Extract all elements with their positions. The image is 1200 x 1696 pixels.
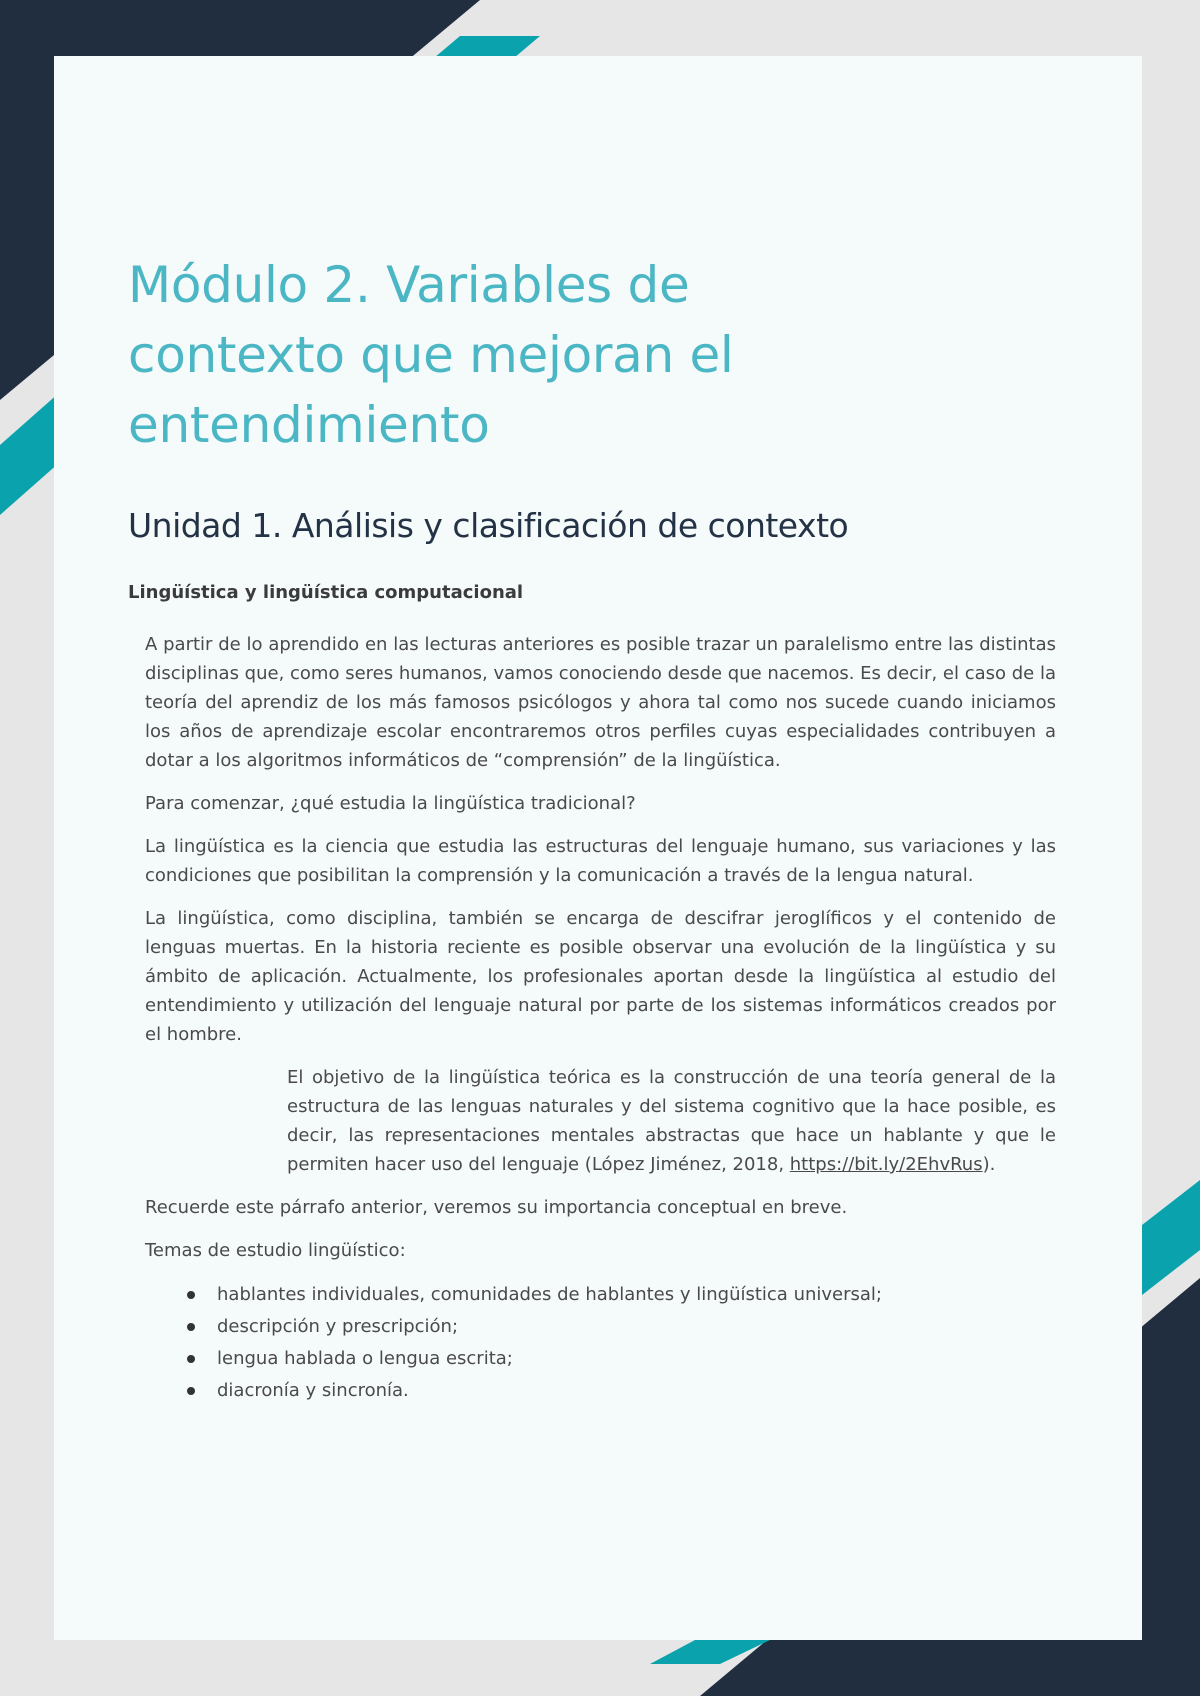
section-heading: Lingüística y lingüística computacional: [128, 582, 524, 603]
paragraph-definition: La lingüística es la ciencia que estudia las estructuras del lenguaje humano, sus variaciones y las condiciones que posibilitan la comprensión y la comunicación a través de la lengua natural.: [145, 836, 1056, 886]
list-item: [145, 1279, 1056, 1311]
block-quote: [287, 1063, 1056, 1179]
bullet-icon: [187, 1291, 195, 1299]
topics-list: [145, 1279, 1056, 1407]
teal-stripe-right: [1142, 1180, 1200, 1295]
quote-text: El objetivo de la lingüística teórica es la construcción de una teoría general de la estructura de las lenguas naturales y del sistema cognitivo que la hace posible, es decir, las representaciones mentales abstractas que hace un hablante y que le permiten hacer uso del lenguaje (López Jiménez, 2018,: [287, 1067, 1056, 1175]
list-item: [145, 1311, 1056, 1343]
list-item-text: descripción y prescripción;: [217, 1316, 459, 1337]
quote-close: ).: [982, 1154, 996, 1175]
quote-link[interactable]: https://bit.ly/2EhvRus: [789, 1154, 983, 1175]
document-content: [128, 250, 1056, 1407]
paragraph-question: Para comenzar, ¿qué estudia la lingüística tradicional?: [145, 793, 636, 814]
list-item-text: hablantes individuales, comunidades de hablantes y lingüística universal;: [217, 1284, 882, 1305]
bullet-icon: [187, 1323, 195, 1331]
list-item-text: diacronía y sincronía.: [217, 1380, 409, 1401]
bullet-icon: [187, 1355, 195, 1363]
paragraph-intro: A partir de lo aprendido en las lecturas anteriores es posible trazar un paralelismo entre las distintas disciplinas que, como seres humanos, vamos conociendo desde que nacemos. Es decir, el caso de la teoría del aprendiz de los más famosos psicólogos y ahora tal como nos sucede cuando iniciamos los años de aprendizaje escolar encontraremos otros perfiles cuyas especialidades contribuyen a dotar a los algoritmos informáticos de “comprensión” de la lingüística.: [145, 634, 1056, 771]
unit-title: Unidad 1. Análisis y clasificación de contexto: [128, 506, 849, 545]
bullet-icon: [187, 1387, 195, 1395]
list-item-text: lengua hablada o lengua escrita;: [217, 1348, 513, 1369]
teal-stripe-left: [0, 392, 60, 515]
list-item: [145, 1375, 1056, 1407]
paragraph-reminder: Recuerde este párrafo anterior, veremos su importancia conceptual en breve.: [145, 1197, 848, 1218]
topics-intro: Temas de estudio lingüístico:: [145, 1240, 406, 1261]
paragraph-discipline: La lingüística, como disciplina, también se encarga de descifrar jeroglíficos y el contenido de lenguas muertas. En la historia reciente es posible observar una evolución de la lingüística y su ámbito de aplicación. Actualmente, los profesionales aportan desde la lingüística al estudio del entendimiento y utilización del lenguaje natural por parte de los sistemas informáticos creados por el hombre.: [145, 908, 1056, 1045]
document-body: [145, 630, 1056, 1407]
list-item: [145, 1343, 1056, 1375]
module-title: Módulo 2. Variables de contexto que mejoran el entendimiento: [128, 256, 734, 454]
